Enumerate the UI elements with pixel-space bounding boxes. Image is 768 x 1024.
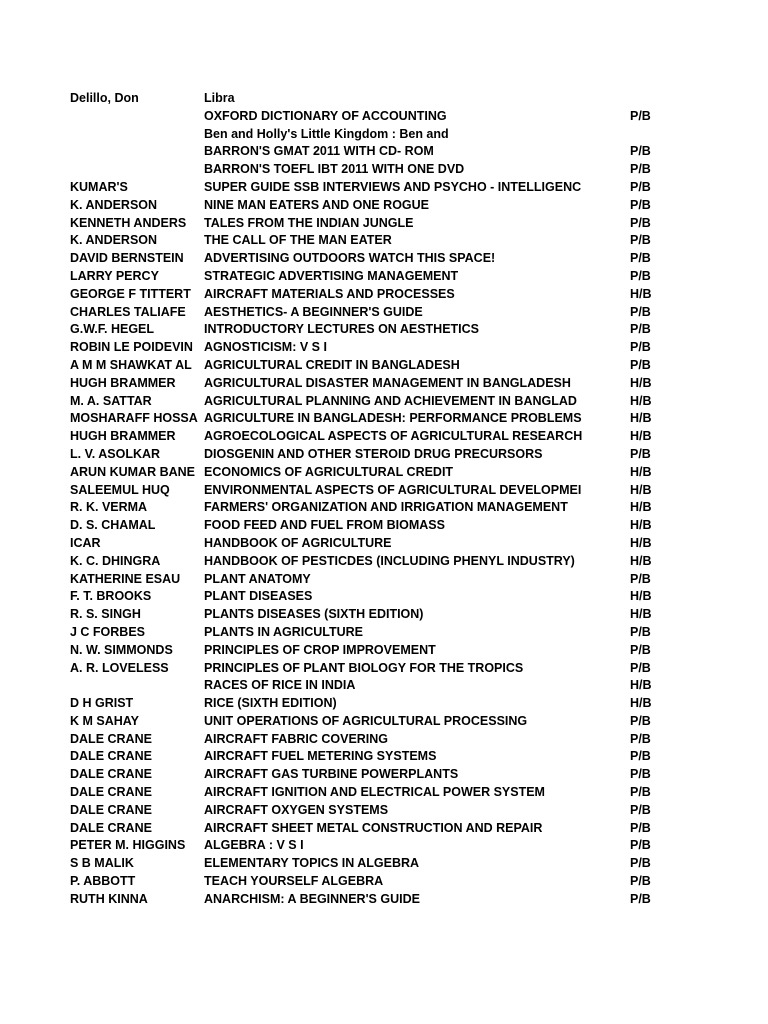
title-cell: AIRCRAFT OXYGEN SYSTEMS: [204, 802, 389, 817]
binding-cell: P/B: [630, 749, 651, 764]
title-cell: UNIT OPERATIONS OF AGRICULTURAL PROCESSING: [204, 713, 528, 728]
binding-cell: H/B: [630, 589, 652, 604]
author-cell: P. ABBOTT: [70, 874, 136, 889]
title-cell: ANARCHISM: A BEGINNER'S GUIDE: [204, 891, 420, 906]
title-cell: PRINCIPLES OF PLANT BIOLOGY FOR THE TROPICS: [204, 660, 524, 675]
author-cell: LARRY PERCY: [70, 268, 159, 283]
title-cell: BARRON'S TOEFL IBT 2011 WITH ONE DVD: [204, 162, 465, 177]
binding-cell: P/B: [630, 357, 651, 372]
author-cell: F. T. BROOKS: [70, 589, 152, 604]
title-cell: INTRODUCTORY LECTURES ON AESTHETICS: [204, 322, 480, 337]
title-cell: AGRICULTURAL PLANNING AND ACHIEVEMENT IN BANGLAD: [204, 393, 577, 408]
author-cell: R. S. SINGH: [70, 607, 141, 622]
binding-cell: P/B: [630, 856, 651, 871]
author-cell: ICAR: [70, 535, 101, 550]
title-cell: ENVIRONMENTAL ASPECTS OF AGRICULTURAL DEVELOPMEI: [204, 482, 582, 497]
title-cell: AGROECOLOGICAL ASPECTS OF AGRICULTURAL RESEARCH: [204, 429, 583, 444]
title-cell: AGNOSTICISM: V S I: [204, 340, 327, 355]
binding-cell: P/B: [630, 179, 651, 194]
binding-cell: H/B: [630, 696, 652, 711]
binding-cell: P/B: [630, 624, 651, 639]
binding-cell: P/B: [630, 802, 651, 817]
title-cell: TEACH YOURSELF ALGEBRA: [204, 874, 384, 889]
author-cell: ARUN KUMAR BANE: [70, 464, 195, 479]
title-cell: PLANT ANATOMY: [204, 571, 311, 586]
title-cell: AGRICULTURAL CREDIT IN BANGLADESH: [204, 357, 460, 372]
author-cell: DALE CRANE: [70, 767, 152, 782]
title-cell: THE CALL OF THE MAN EATER: [204, 233, 392, 248]
binding-cell: H/B: [630, 464, 652, 479]
binding-cell: H/B: [630, 678, 652, 693]
binding-cell: H/B: [630, 286, 652, 301]
binding-cell: P/B: [630, 446, 651, 461]
title-cell: SUPER GUIDE SSB INTERVIEWS AND PSYCHO - INTELLIGENC: [204, 179, 582, 194]
title-cell: AIRCRAFT GAS TURBINE POWERPLANTS: [204, 767, 459, 782]
author-cell: KATHERINE ESAU: [70, 571, 181, 586]
binding-cell: P/B: [630, 340, 651, 355]
author-cell: PETER M. HIGGINS: [70, 838, 186, 853]
author-cell: SALEEMUL HUQ: [70, 482, 170, 497]
author-cell: KENNETH ANDERS: [70, 215, 187, 230]
author-cell: K. ANDERSON: [70, 233, 158, 248]
binding-cell: P/B: [630, 642, 651, 657]
binding-cell: P/B: [630, 215, 651, 230]
binding-cell: H/B: [630, 375, 652, 390]
author-cell: CHARLES TALIAFE: [70, 304, 186, 319]
title-cell: AESTHETICS- A BEGINNER'S GUIDE: [204, 304, 423, 319]
title-cell: BARRON'S GMAT 2011 WITH CD- ROM: [204, 144, 434, 159]
binding-cell: H/B: [630, 535, 652, 550]
author-cell: K. C. DHINGRA: [70, 553, 161, 568]
author-cell: K M SAHAY: [70, 713, 139, 728]
title-cell: PRINCIPLES OF CROP IMPROVEMENT: [204, 642, 436, 657]
author-cell: RUTH KINNA: [70, 891, 148, 906]
binding-cell: P/B: [630, 162, 651, 177]
author-cell: G.W.F. HEGEL: [70, 322, 155, 337]
title-cell: FOOD FEED AND FUEL FROM BIOMASS: [204, 518, 445, 533]
author-cell: DALE CRANE: [70, 802, 152, 817]
title-cell: PLANTS IN AGRICULTURE: [204, 624, 364, 639]
title-cell: HANDBOOK OF PESTICDES (INCLUDING PHENYL INDUSTRY): [204, 553, 575, 568]
title-cell: NINE MAN EATERS AND ONE ROGUE: [204, 197, 430, 212]
title-cell: DIOSGENIN AND OTHER STEROID DRUG PRECURSORS: [204, 446, 543, 461]
binding-cell: P/B: [630, 251, 651, 266]
binding-cell: P/B: [630, 891, 651, 906]
binding-cell: H/B: [630, 393, 652, 408]
binding-cell: P/B: [630, 785, 651, 800]
author-cell: HUGH BRAMMER: [70, 429, 176, 444]
author-cell: J C FORBES: [70, 624, 146, 639]
title-cell: AGRICULTURE IN BANGLADESH: PERFORMANCE PROBLEMS: [204, 411, 582, 426]
title-cell: RICE (SIXTH EDITION): [204, 696, 337, 711]
author-cell: M. A. SATTAR: [70, 393, 152, 408]
title-cell: RACES OF RICE IN INDIA: [204, 678, 356, 693]
binding-cell: P/B: [630, 304, 651, 319]
title-cell: PLANTS DISEASES (SIXTH EDITION): [204, 607, 424, 622]
author-cell: R. K. VERMA: [70, 500, 148, 515]
author-cell: DAVID BERNSTEIN: [70, 251, 184, 266]
binding-cell: P/B: [630, 838, 651, 853]
binding-cell: P/B: [630, 322, 651, 337]
author-cell: Delillo, Don: [70, 91, 139, 105]
binding-cell: P/B: [630, 731, 651, 746]
binding-cell: H/B: [630, 411, 652, 426]
title-cell: AIRCRAFT MATERIALS AND PROCESSES: [204, 286, 455, 301]
binding-cell: P/B: [630, 144, 651, 159]
author-cell: D H GRIST: [70, 696, 134, 711]
binding-cell: H/B: [630, 518, 652, 533]
title-cell: AIRCRAFT IGNITION AND ELECTRICAL POWER SYSTEM: [204, 785, 545, 800]
author-cell: HUGH BRAMMER: [70, 375, 176, 390]
binding-cell: H/B: [630, 553, 652, 568]
title-cell: ELEMENTARY TOPICS IN ALGEBRA: [204, 856, 420, 871]
binding-cell: P/B: [630, 660, 651, 675]
author-cell: KUMAR'S: [70, 179, 128, 194]
author-cell: K. ANDERSON: [70, 197, 158, 212]
title-cell: TALES FROM THE INDIAN JUNGLE: [204, 215, 414, 230]
title-cell: ECONOMICS OF AGRICULTURAL CREDIT: [204, 464, 454, 479]
binding-cell: P/B: [630, 197, 651, 212]
title-cell: AIRCRAFT FUEL METERING SYSTEMS: [204, 749, 437, 764]
author-cell: A M M SHAWKAT AL: [70, 357, 192, 372]
author-cell: D. S. CHAMAL: [70, 518, 156, 533]
title-cell: OXFORD DICTIONARY OF ACCOUNTING: [204, 108, 447, 123]
author-cell: DALE CRANE: [70, 820, 152, 835]
binding-cell: H/B: [630, 500, 652, 515]
title-cell: ADVERTISING OUTDOORS WATCH THIS SPACE!: [204, 251, 496, 266]
binding-cell: H/B: [630, 482, 652, 497]
binding-cell: P/B: [630, 767, 651, 782]
title-cell: PLANT DISEASES: [204, 589, 313, 604]
title-cell: ALGEBRA : V S I: [204, 838, 304, 853]
author-cell: A. R. LOVELESS: [70, 660, 169, 675]
title-cell: AGRICULTURAL DISASTER MANAGEMENT IN BANGLADESH: [204, 375, 571, 390]
title-cell: AIRCRAFT FABRIC COVERING: [204, 731, 389, 746]
binding-cell: P/B: [630, 233, 651, 248]
author-cell: DALE CRANE: [70, 749, 152, 764]
author-cell: N. W. SIMMONDS: [70, 642, 173, 657]
title-cell: STRATEGIC ADVERTISING MANAGEMENT: [204, 268, 459, 283]
title-cell: Ben and Holly's Little Kingdom : Ben and: [204, 126, 449, 141]
author-cell: DALE CRANE: [70, 785, 152, 800]
author-cell: GEORGE F TITTERT: [70, 286, 191, 301]
binding-cell: P/B: [630, 713, 651, 728]
binding-cell: P/B: [630, 108, 651, 123]
binding-cell: P/B: [630, 820, 651, 835]
title-cell: AIRCRAFT SHEET METAL CONSTRUCTION AND REPAIR: [204, 820, 543, 835]
author-cell: ROBIN LE POIDEVIN: [70, 340, 193, 355]
author-cell: S B MALIK: [70, 856, 134, 871]
title-cell: HANDBOOK OF AGRICULTURE: [204, 535, 392, 550]
binding-cell: P/B: [630, 571, 651, 586]
author-cell: L. V. ASOLKAR: [70, 446, 161, 461]
author-cell: DALE CRANE: [70, 731, 152, 746]
binding-cell: P/B: [630, 268, 651, 283]
binding-cell: P/B: [630, 874, 651, 889]
title-cell: Libra: [204, 91, 235, 105]
title-cell: FARMERS' ORGANIZATION AND IRRIGATION MANAGEMENT: [204, 500, 568, 515]
binding-cell: H/B: [630, 429, 652, 444]
author-cell: MOSHARAFF HOSSA: [70, 411, 198, 426]
binding-cell: H/B: [630, 607, 652, 622]
